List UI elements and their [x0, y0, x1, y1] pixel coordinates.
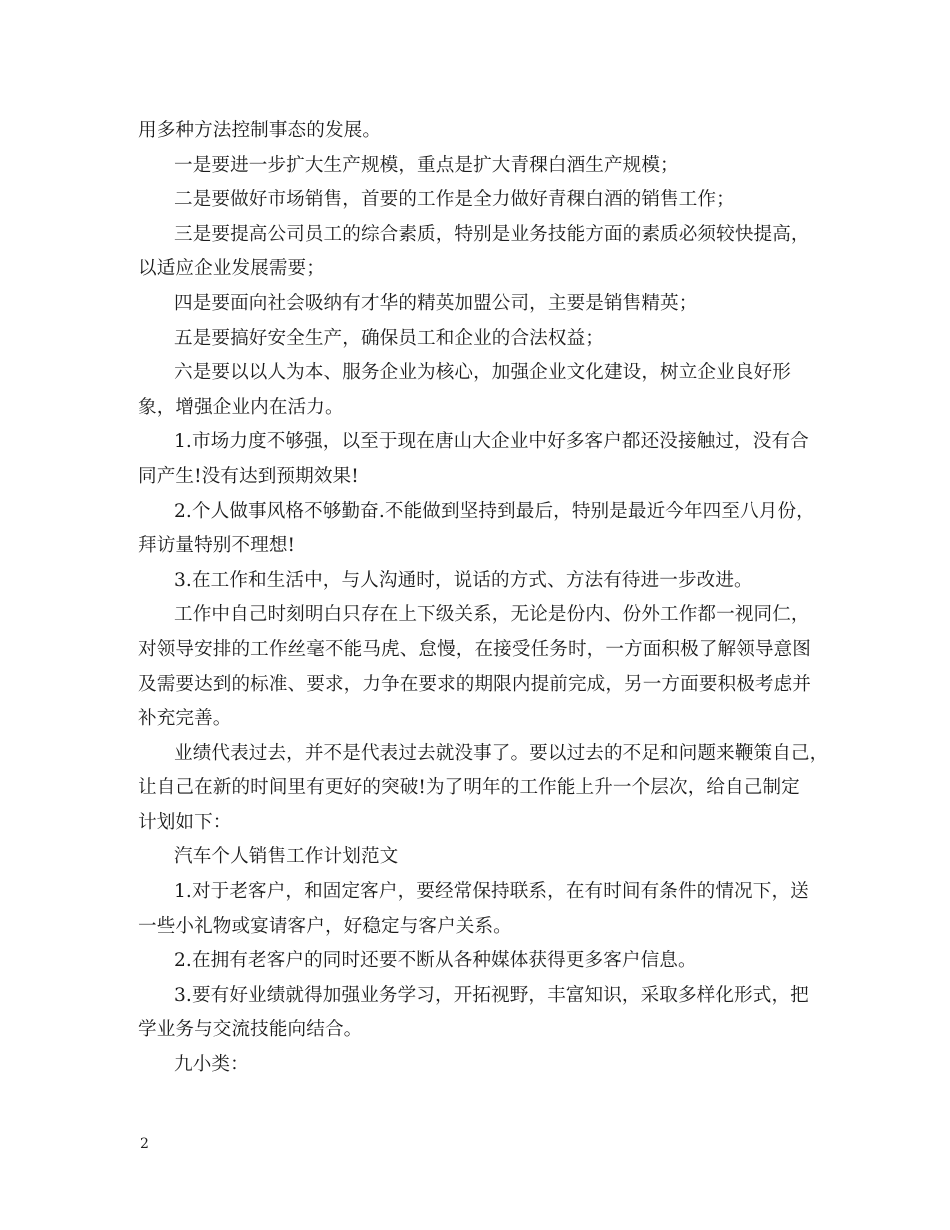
- text-line: [138, 979, 818, 1014]
- text-line-content: 学业务与交流技能向结合。: [138, 1019, 363, 1041]
- text-line-content: 同产生!没有达到预期效果!: [138, 465, 359, 487]
- text-line-content: 四是要面向社会吸纳有才华的精英加盟公司，主要是销售精英；: [174, 292, 698, 314]
- text-line: [138, 252, 818, 287]
- text-line-content: 一些小礼物或宴请客户，好稳定与客户关系。: [138, 915, 512, 937]
- text-line-content: 五是要搞好安全生产，确保员工和企业的合法权益；: [174, 327, 604, 349]
- text-line: [138, 633, 818, 668]
- text-line-content: 拜访量特别不理想!: [138, 535, 296, 557]
- text-line-content: 以适应企业发展需要；: [138, 258, 325, 280]
- text-line-content: 六是要以以人为本、服务企业为核心，加强企业文化建设，树立企业良好形: [174, 362, 791, 384]
- text-line-content: 九小类：: [174, 1054, 249, 1076]
- text-line-content: 及需要达到的标准、要求，力争在要求的期限内提前完成，另一方面要积极考虑并: [138, 673, 811, 695]
- text-line-content: 3.在工作和生活中，与人沟通时，说话的方式、方法有待进一步改进。: [174, 569, 753, 591]
- text-line: [138, 114, 818, 149]
- text-line-content: 业绩代表过去，并不是代表过去就没事了。要以过去的不足和问题来鞭策自己，: [174, 742, 829, 764]
- text-line-content: 一是要进一步扩大生产规模，重点是扩大青稞白酒生产规模；: [174, 154, 679, 176]
- text-line-content: 1.对于老客户，和固定客户，要经常保持联系，在有时间有条件的情况下，送: [174, 881, 809, 903]
- text-line-content: 工作中自己时刻明白只存在上下级关系，无论是份内、份外工作都一视同仁，: [174, 604, 810, 626]
- text-line: [138, 149, 818, 184]
- text-line: [138, 287, 818, 322]
- text-line-content: 三是要提高公司员工的综合素质，特别是业务技能方面的素质必须较快提高，: [174, 223, 810, 245]
- text-line-content: 计划如下：: [138, 811, 232, 833]
- text-line: [138, 356, 818, 391]
- text-line: [138, 460, 818, 495]
- text-line: [138, 322, 818, 357]
- text-line-content: 1.市场力度不够强，以至于现在唐山大企业中好多客户都还没接触过，没有合: [174, 431, 809, 453]
- text-line: [138, 218, 818, 253]
- text-line-content: 象，增强企业内在活力。: [138, 396, 344, 418]
- text-line-content: 二是要做好市场销售，首要的工作是全力做好青稞白酒的销售工作；: [174, 189, 735, 211]
- text-line: [138, 771, 818, 806]
- text-line: [138, 598, 818, 633]
- text-line: [138, 1013, 818, 1048]
- text-line-content: 3.要有好业绩就得加强业务学习，开拓视野，丰富知识，采取多样化形式，把: [174, 984, 809, 1006]
- text-line-content: 让自己在新的时间里有更好的突破!为了明年的工作能上升一个层次，给自己制定: [138, 777, 800, 799]
- text-line: [138, 564, 818, 599]
- text-line: [138, 840, 818, 875]
- text-line-content: 用多种方法控制事态的发展。: [138, 120, 382, 141]
- text-line: [138, 495, 818, 530]
- text-line: [138, 183, 818, 218]
- page-number: 2: [140, 1136, 149, 1152]
- text-line-content: 对领导安排的工作丝毫不能马虎、怠慢，在接受任务时，一方面积极了解领导意图: [138, 638, 811, 660]
- text-line: [138, 425, 818, 460]
- text-line: [138, 391, 818, 426]
- text-line: [138, 737, 829, 772]
- text-line: [138, 875, 818, 910]
- text-line: [138, 702, 818, 737]
- text-line: [138, 910, 818, 945]
- text-line: [138, 529, 818, 564]
- text-line-content: 汽车个人销售工作计划范文: [174, 846, 399, 868]
- text-line: [138, 1048, 818, 1083]
- text-line-content: 补充完善。: [138, 708, 232, 730]
- text-line: [138, 944, 818, 979]
- document-body: [138, 114, 829, 1083]
- text-line: [138, 806, 818, 841]
- text-line: [138, 668, 818, 703]
- text-line-content: 2.在拥有老客户的同时还要不断从各种媒体获得更多客户信息。: [174, 950, 697, 972]
- text-line-content: 2.个人做事风格不够勤奋.不能做到坚持到最后，特别是最近今年四至八月份，: [174, 500, 815, 522]
